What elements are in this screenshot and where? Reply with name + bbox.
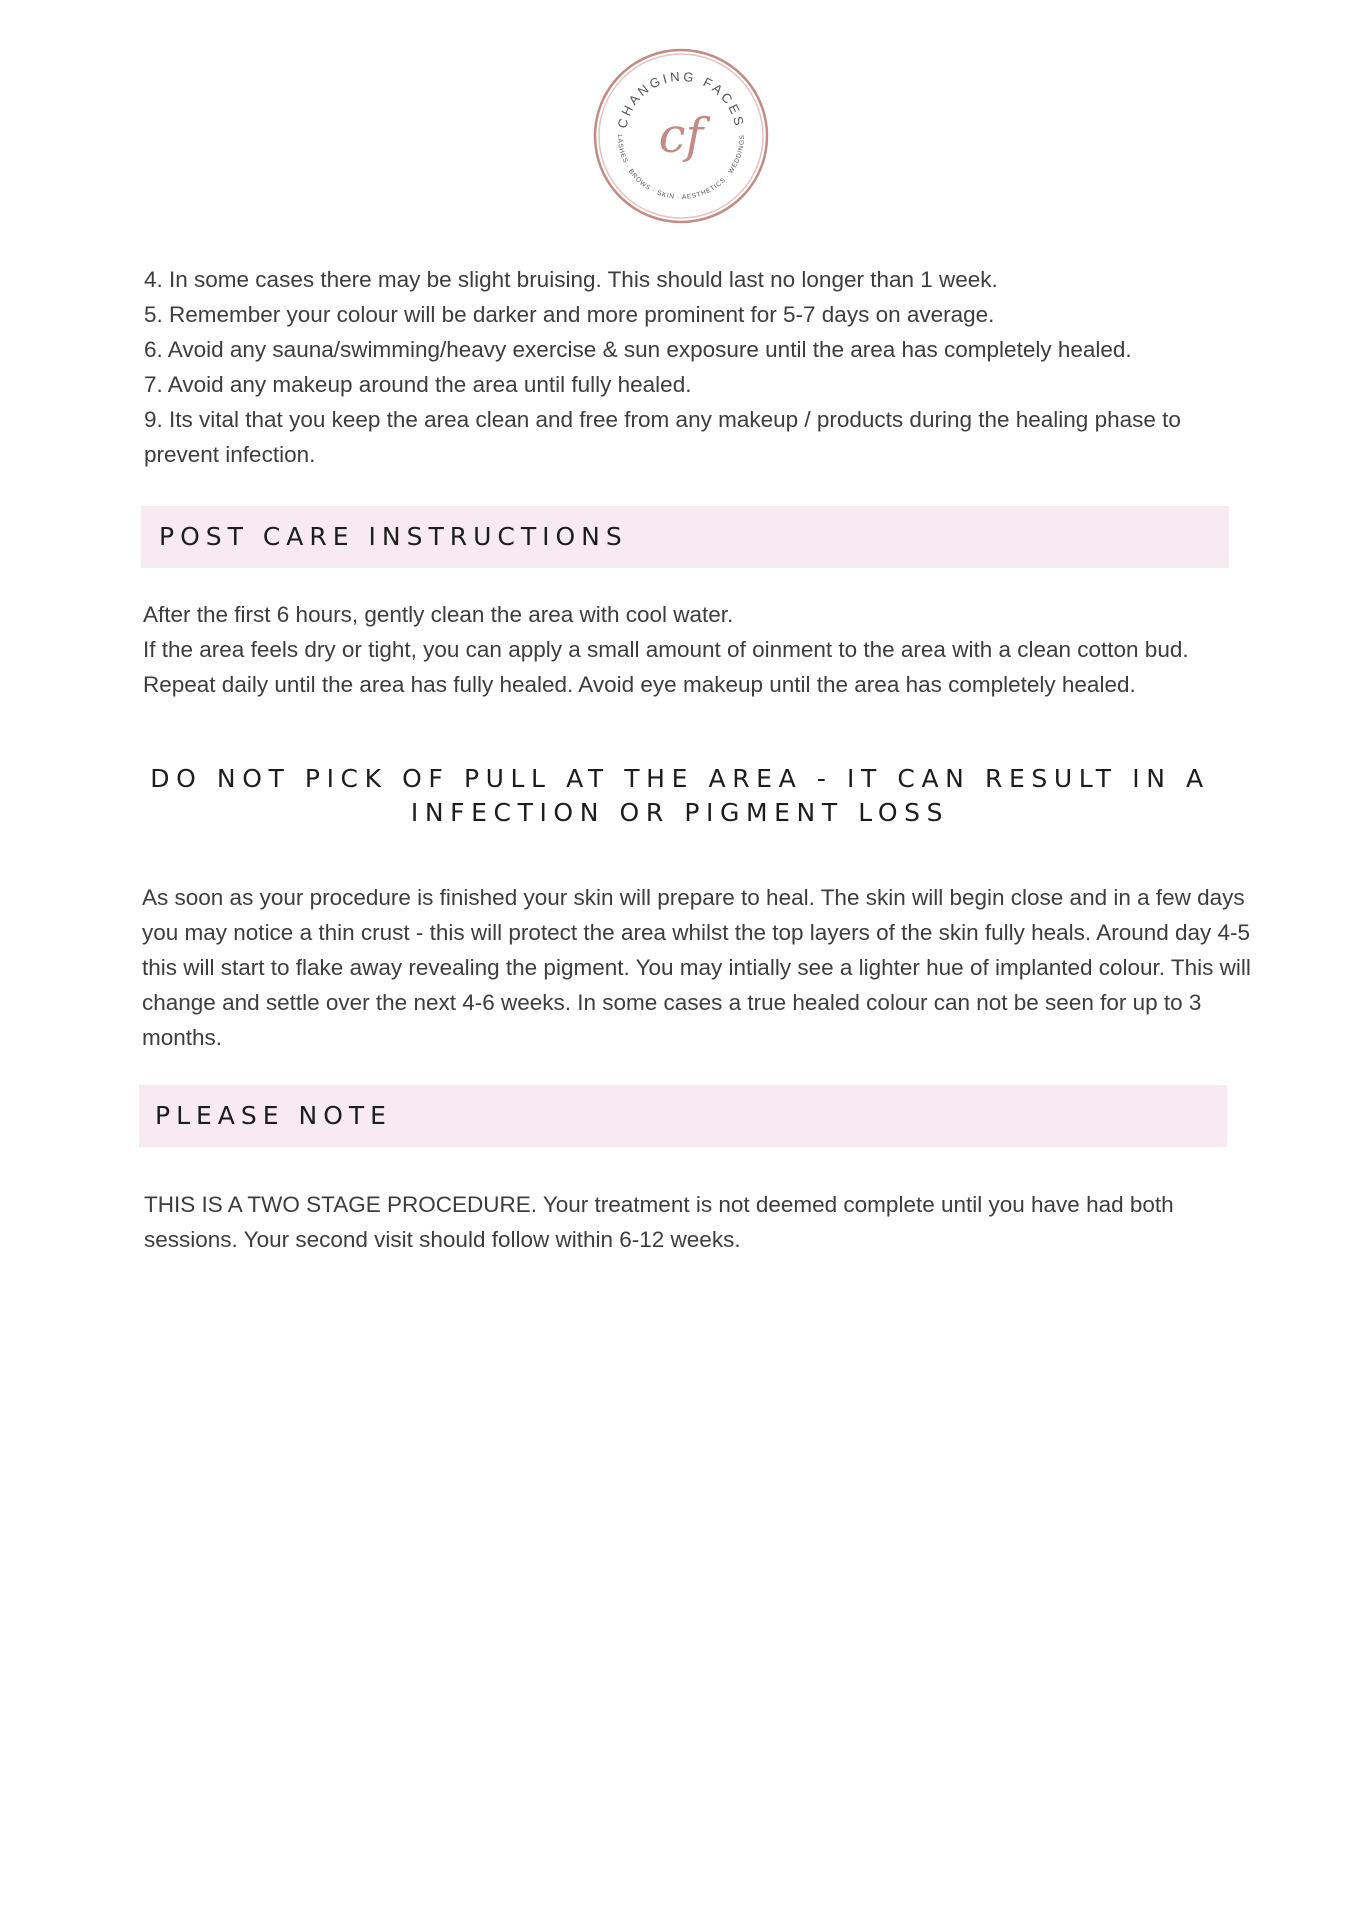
- list-item: 4. In some cases there may be slight bruising. This should last no longer than 1 week.: [144, 267, 998, 292]
- post-care-heading: POST CARE INSTRUCTIONS: [159, 522, 628, 551]
- post-care-line: If the area feels dry or tight, you can apply a small amount of oinment to the area with a clean cotton bud.: [143, 637, 1189, 662]
- aftercare-list: [144, 262, 1244, 472]
- healing-paragraph: As soon as your procedure is finished your skin will prepare to heal. The skin will begin close and in a few days you may notice a thin crust - this will protect the area whilst the top layers of the skin fully heals. Around day 4-5 this will start to flake away revealing the pigment. You may intially see a lighter hue of implanted colour. This will change and settle over the next 4-6 weeks. In some cases a true healed colour can not be seen for up to 3 months.: [142, 885, 1251, 1050]
- post-care-heading-band: [141, 506, 1229, 568]
- please-note-heading-band: [139, 1085, 1227, 1147]
- post-care-line: Repeat daily until the area has fully healed. Avoid eye makeup until the area has completely healed.: [143, 672, 1136, 697]
- logo-brand-text: CHANGING FACES: [614, 68, 748, 130]
- warning-heading: DO NOT PICK OF PULL AT THE AREA - IT CAN RESULT IN A INFECTION OR PIGMENT LOSS: [150, 764, 1210, 827]
- please-note-text: THIS IS A TWO STAGE PROCEDURE. Your treatment is not deemed complete until you have had both sessions. Your second visit should follow within 6-12 weeks.: [144, 1192, 1174, 1252]
- list-item: 5. Remember your colour will be darker and more prominent for 5-7 days on average.: [144, 302, 995, 327]
- logo-tagline-text: LASHES · BROWS · SKIN · AESTHETICS · WEDDINGS: [615, 134, 747, 202]
- list-item: 7. Avoid any makeup around the area until fully healed.: [144, 372, 692, 397]
- post-care-line: After the first 6 hours, gently clean the area with cool water.: [143, 602, 734, 627]
- list-item: 6. Avoid any sauna/swimming/heavy exercise & sun exposure until the area has completely healed.: [144, 337, 1132, 362]
- post-care-instructions: [143, 597, 1253, 702]
- changing-faces-logo: [592, 47, 770, 225]
- list-item: 9. Its vital that you keep the area clean and free from any makeup / products during the healing phase to prevent infection.: [144, 407, 1181, 467]
- please-note-heading: PLEASE NOTE: [155, 1101, 392, 1130]
- logo-monogram: cf: [658, 108, 704, 164]
